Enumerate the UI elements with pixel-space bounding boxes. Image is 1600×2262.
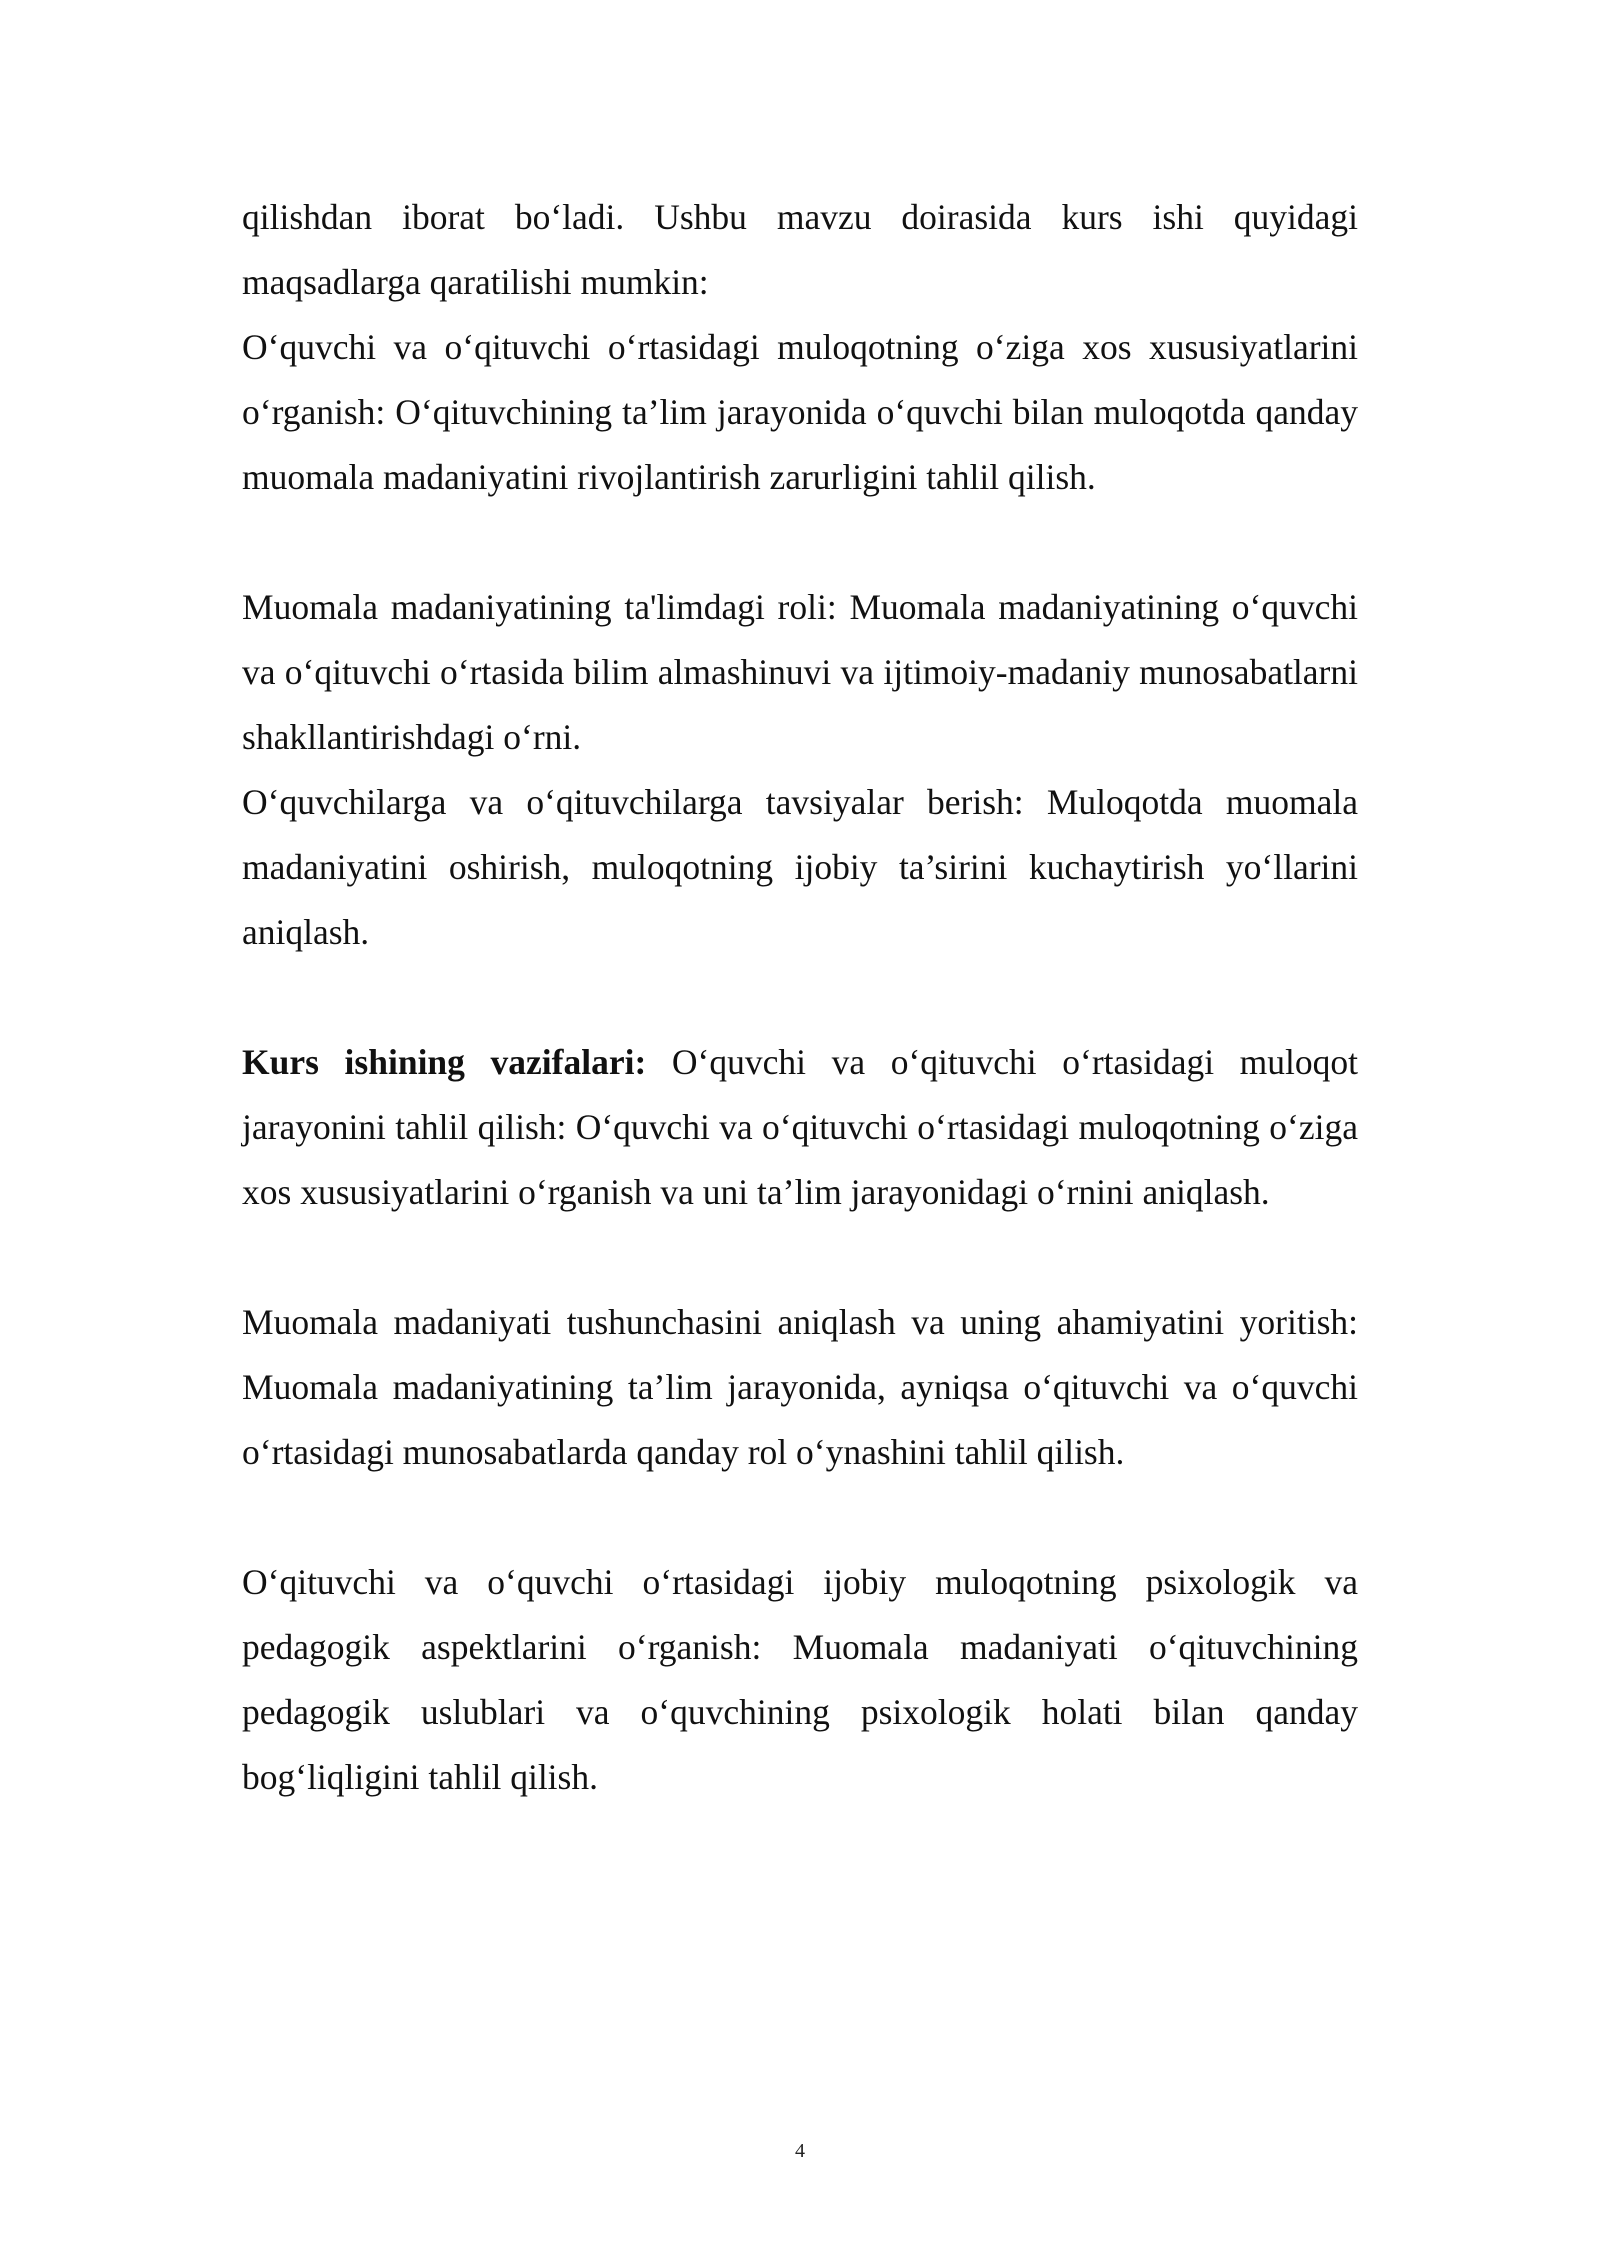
paragraph-tasks bbox=[242, 1030, 1358, 1225]
paragraph-task-concept: Muomala madaniyati tushunchasini aniqlash va uning ahamiyatini yoritish: Muomala madaniyatining ta’lim jarayonida, ayniqsa o‘qituvchi va o‘quvchi o‘rtasidagi munosabatlarda qanday rol o‘ynashini tahlil qilish. bbox=[242, 1302, 1358, 1472]
paragraph-goal-recommendations: O‘quvchilarga va o‘qituvchilarga tavsiyalar berish: Muloqotda muomala madaniyatini oshirish, muloqotning ijobiy ta’sirini kuchaytirish yo‘llarini aniqlash. bbox=[242, 782, 1358, 952]
tasks-first-item: O‘quvchi va o‘qituvchi o‘rtasidagi muloqot jarayonini tahlil qilish: O‘quvchi va o‘qituvchi o‘rtasidagi muloqotning o‘ziga xos xususiyatlarini o‘rganish va uni ta’lim jarayonidagi o‘rnini aniqlash. bbox=[242, 1042, 1359, 1212]
paragraph-spacer bbox=[242, 1485, 1358, 1550]
paragraph-task-aspects: O‘qituvchi va o‘quvchi o‘rtasidagi ijobiy muloqotning psixologik va pedagogik aspektlarini o‘rganish: Muomala madaniyati o‘qituvchining pedagogik uslublari va o‘quvchining psixologik holati bilan qanday bog‘liqligini tahlil qilish. bbox=[242, 1562, 1358, 1797]
paragraph-spacer bbox=[242, 510, 1358, 575]
paragraph-goal-role: Muomala madaniyatining ta'limdagi roli: Muomala madaniyatining o‘quvchi va o‘qituvchi o‘rtasida bilim almashinuvi va ijtimoiy-madaniy munosabatlarni shakllantirishdagi o‘rni. bbox=[242, 587, 1358, 757]
paragraph-goal-features: O‘quvchi va o‘qituvchi o‘rtasidagi muloqotning o‘ziga xos xususiyatlarini o‘rganish: O‘qituvchining ta’lim jarayonida o‘quvchi bilan muloqotda qanday muomala madaniyatini rivojlantirish zarurligini tahlil qilish. bbox=[242, 327, 1358, 497]
paragraph-spacer bbox=[242, 965, 1358, 1030]
page-number: 4 bbox=[795, 2140, 805, 2162]
paragraph-spacer bbox=[242, 1225, 1358, 1290]
tasks-heading: Kurs ishining vazifalari: bbox=[242, 1042, 647, 1082]
paragraph-intro: qilishdan iborat bo‘ladi. Ushbu mavzu doirasida kurs ishi quyidagi maqsadlarga qaratilishi mumkin: bbox=[242, 197, 1358, 302]
body-text bbox=[242, 185, 1358, 1810]
